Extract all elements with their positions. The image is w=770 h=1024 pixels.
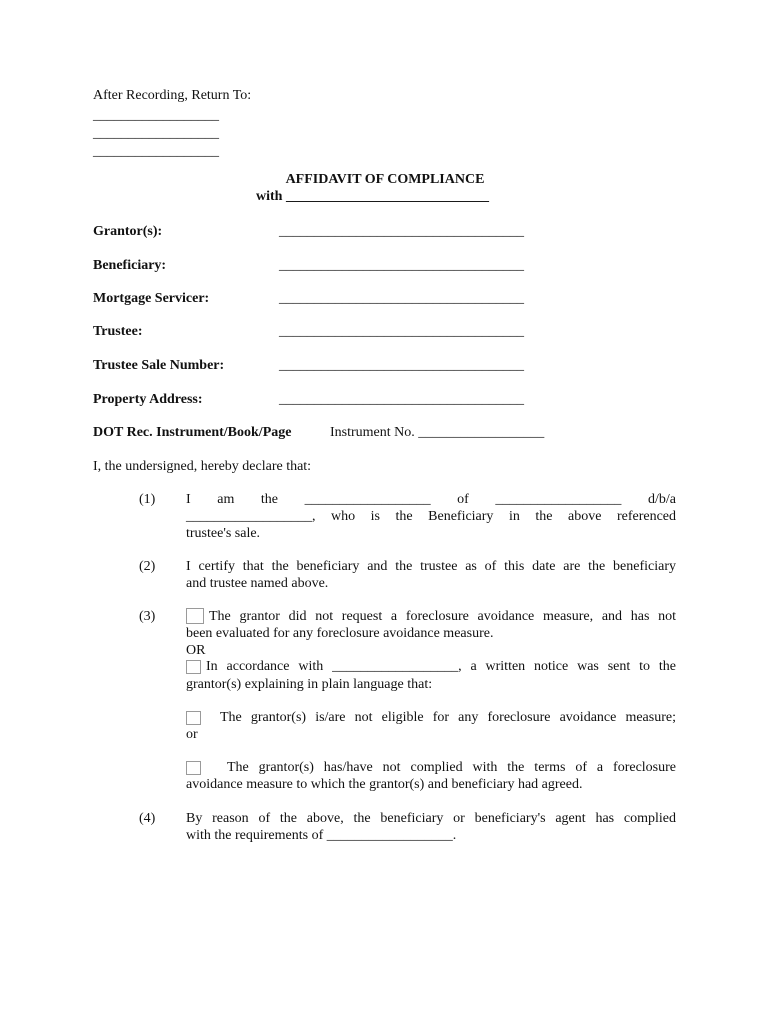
property-address-blank: ___________________________________	[279, 392, 524, 407]
item-2-line-2: and trustee named above.	[186, 576, 329, 591]
item-1-word: of	[457, 492, 469, 507]
item-3-or: OR	[186, 643, 206, 658]
not-complied-checkbox[interactable]	[186, 761, 201, 775]
item-3-line-4: In accordance with __________________, a written notice was sent to the	[206, 659, 676, 674]
item-1-word: the	[260, 492, 279, 507]
dot-label: DOT Rec. Instrument/Book/Page	[93, 425, 292, 440]
item-3b-line-1: The grantor(s) has/have not complied with the terms of a foreclosure	[227, 760, 676, 775]
item-3-line-5: grantor(s) explaining in plain language that:	[186, 677, 433, 692]
trustee-blank: ___________________________________	[279, 324, 524, 339]
document-subtitle: with _____________________________	[256, 189, 489, 204]
document-title: AFFIDAVIT OF COMPLIANCE	[285, 172, 485, 187]
item-1-word: d/b/a	[647, 492, 676, 507]
item-1-word: I	[186, 492, 191, 507]
item-1-number: (1)	[139, 492, 156, 507]
item-2-number: (2)	[139, 559, 156, 574]
trustee-sale-number-blank: ___________________________________	[279, 358, 524, 373]
return-line-3: __________________	[93, 144, 219, 159]
property-address-label: Property Address:	[93, 392, 203, 407]
item-3b-line-2: avoidance measure to which the grantor(s) and beneficiary had agreed.	[186, 777, 583, 792]
trustee-label: Trustee:	[93, 324, 143, 339]
item-1-blank: __________________	[495, 492, 622, 507]
item-1-blank: __________________	[304, 492, 431, 507]
return-line-1: __________________	[93, 108, 219, 123]
mortgage-servicer-blank: ___________________________________	[279, 291, 524, 306]
notice-sent-checkbox[interactable]	[186, 660, 201, 674]
item-4-line-2: with the requirements of __________________.	[186, 828, 457, 843]
not-eligible-checkbox[interactable]	[186, 711, 201, 725]
grantor-blank: ___________________________________	[279, 224, 524, 239]
grantor-label: Grantor(s):	[93, 224, 163, 239]
return-to-heading: After Recording, Return To:	[93, 88, 252, 103]
no-request-checkbox[interactable]	[186, 608, 204, 624]
item-1-line-1	[186, 492, 676, 508]
item-4-line-1: By reason of the above, the beneficiary or beneficiary's agent has complied	[186, 811, 676, 826]
instrument-number: Instrument No. __________________	[330, 425, 545, 440]
beneficiary-label: Beneficiary:	[93, 258, 167, 273]
item-3-line-2: been evaluated for any foreclosure avoidance measure.	[186, 626, 494, 641]
item-1-word: am	[217, 492, 235, 507]
item-3a-line-2: or	[186, 727, 198, 742]
item-2-line-1: I certify that the beneficiary and the trustee as of this date are the beneficiary	[186, 559, 676, 574]
declaration-intro: I, the undersigned, hereby declare that:	[93, 459, 312, 474]
trustee-sale-number-label: Trustee Sale Number:	[93, 358, 225, 373]
return-line-2: __________________	[93, 126, 219, 141]
item-4-number: (4)	[139, 811, 156, 826]
item-1-line-2: __________________, who is the Beneficiary in the above referenced	[186, 509, 676, 524]
beneficiary-blank: ___________________________________	[279, 258, 524, 273]
item-3a-line-1: The grantor(s) is/are not eligible for any foreclosure avoidance measure;	[220, 710, 676, 725]
item-1-line-3: trustee's sale.	[186, 526, 261, 541]
item-3-line-1: The grantor did not request a foreclosure avoidance measure, and has not	[209, 609, 676, 624]
item-3-number: (3)	[139, 609, 156, 624]
mortgage-servicer-label: Mortgage Servicer:	[93, 291, 210, 306]
